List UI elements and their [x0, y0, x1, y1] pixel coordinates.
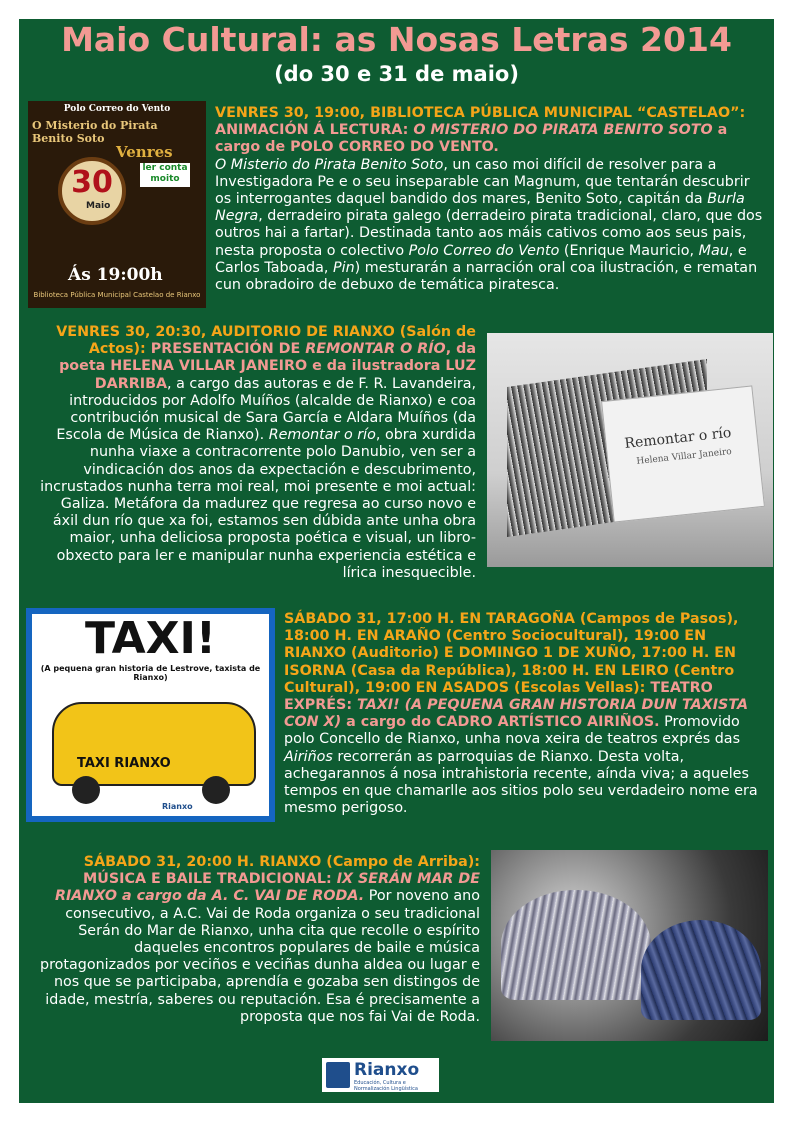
book-photo	[487, 333, 773, 567]
body-text: Por noveno ano consecutivo, a A.C. Vai de Roda organiza o seu tradicional Serán do Mar de Rianxo, unha cita que recolle o espírito daqueles encontros populares de baile e música protagonizados por veciños e veciñas dunha aldea ou lugar e nos que se participaba, aprendía e gozaba sen distingos de idade, mestría, saberes ou reputación. Esa é precisamente a proposta que nos fai Vai de Roda.	[40, 888, 480, 1025]
event-3-heading: SÁBADO 31, 17:00 H. EN TARAGOÑA (Campos de Pasos), 18:00 H. EN ARAÑO (Centro Sociocultural), 19:00 EN RIANXO (Auditorio) E DOMINGO 1 DE XUÑO, 17:00 H. EN ISORNA (Casa da República), 18:00 H. EN LEIRO (Centro Cultural), 19:00 EN ASADOS (Escolas Vellas):	[284, 611, 739, 696]
event-2-description	[39, 324, 476, 582]
taxi-wheel	[202, 776, 230, 804]
rianxo-logo	[322, 1058, 439, 1092]
dancer-skirt	[641, 920, 761, 1020]
event-3-company: a cargo do CADRO ARTÍSTICO AIRIÑOS.	[341, 714, 660, 731]
event-3-work: TAXI! (A PEQUENA GRAN HISTORIA DUN TAXISTA CON X)	[284, 697, 749, 731]
poster-footer: Biblioteca Pública Municipal Castelao de Rianxo	[33, 291, 201, 299]
event-1-description	[215, 157, 767, 295]
work-title: Burla Negra	[215, 191, 745, 225]
taxi-poster-subtitle: (A pequena gran historia de Lestrove, taxista de Rianxo)	[40, 664, 261, 682]
event-1-tail: a cargo de POLO CORREO DO VENTO.	[215, 122, 728, 156]
logo-name: Rianxo	[354, 1060, 420, 1080]
poster-month: Maio	[86, 201, 111, 211]
dancer-skirt	[501, 890, 651, 1000]
body-text: , un caso moi difícil de resolver para a Investigadora Pe e o seu inseparable can Magnum, que tentarán descubrir os interrogantes daquel bandido dos mares, Benito Soto, capitán da	[215, 156, 750, 208]
work-title: O Misterio do Pirata Benito Soto	[215, 156, 444, 173]
book-cover	[601, 385, 765, 522]
event-1-heading: VENRES 30, 19:00, BIBLIOTECA PÚBLICA MUNICIPAL “CASTELAO”:	[215, 105, 746, 121]
page-subtitle: (do 30 e 31 de maio)	[274, 62, 519, 86]
event-3-activity: TEATRO EXPRÉS:	[284, 679, 713, 714]
taxi-wheel	[72, 776, 100, 804]
event-4-activity: MÚSICA E BAILE TRADICIONAL:	[83, 871, 337, 888]
taxi-poster-title: TAXI!	[84, 613, 216, 664]
work-title: Pin	[332, 259, 355, 276]
work-title: Airiños	[284, 748, 333, 765]
event-3-text	[284, 611, 769, 817]
ler-logo: ler conta moito	[140, 163, 190, 187]
event-4-heading: SÁBADO 31, 20:00 H. RIANXO (Campo de Arriba):	[83, 854, 480, 870]
event-4-text	[39, 854, 480, 1026]
work-title: Remontar o río	[268, 427, 376, 444]
taxi-poster-image	[26, 608, 275, 822]
taxi-poster-panel	[32, 614, 269, 816]
event-2-work: REMONTAR O RÍO	[305, 341, 446, 358]
page-title: Maio Cultural: as Nosas Letras 2014	[61, 20, 732, 59]
taxi-car-illustration	[52, 702, 256, 786]
body-text: ) mesturarán a narración oral coa ilustración, e rematan cun obradoiro de debuxo de temática piratesca.	[215, 259, 758, 294]
poster-date-number: 30	[58, 157, 126, 225]
work-title: Polo Correo do Vento	[408, 242, 560, 259]
work-title: Mau	[698, 242, 729, 259]
event-4-description	[39, 854, 480, 1026]
body-text: , derradeiro pirata galego (derradeiro pirata tradicional, claro, que dos outros hai a fartar). Destinada tanto aos máis cativos como aos seus pais, nesta proposta o colectivo	[215, 208, 763, 259]
body-text: , a cargo das autoras e de F. R. Lavandeira, introducidos por Adolfo Muíños (alcalde de Rianxo) e coa contribución musical de Sara García e Aldara Muíños (da Escola de Música de Rianxo).	[56, 375, 476, 444]
event-2-text	[39, 324, 476, 582]
book-cover-author: Helena Villar Janeiro	[636, 446, 733, 467]
pirate-poster-image	[28, 101, 206, 308]
body-text: (Enrique Mauricio,	[559, 242, 699, 259]
page-sheet	[19, 19, 774, 1103]
poster-time: Ás 19:00h	[68, 265, 163, 285]
event-1-activity: ANIMACIÓN Á LECTURA:	[215, 122, 414, 139]
poster-header: Polo Correo do Vento	[63, 104, 171, 114]
event-1-work: O MISTERIO DO PIRATA BENITO SOTO	[413, 122, 713, 139]
taxi-car-label: TAXI RIANXO	[77, 756, 171, 771]
taxi-poster-logo: Rianxo	[162, 802, 193, 811]
body-text: , e Carlos Taboada,	[215, 242, 747, 276]
event-4-work: IX SERÁN MAR DE RIANXO a cargo da A. C. VAI DE RODA.	[54, 871, 480, 905]
logo-tagline: Educación, Cultura e Normalización Lingüística	[354, 1080, 418, 1092]
event-2-activity: PRESENTACIÓN DE	[150, 341, 306, 358]
dance-photo	[491, 850, 768, 1041]
event-1-text	[215, 105, 767, 294]
event-2-authors: , da poeta HELENA VILLAR JANEIRO e da ilustradora LUZ DARRIBA	[59, 341, 476, 392]
poster-day: Venres	[116, 143, 173, 161]
body-text: Promovido polo Concello de Rianxo, unha nova xeira de teatros exprés das	[284, 714, 741, 748]
body-text: , obra xurdida nunha viaxe a contracorrente polo Danubio, ven ser a vindicación dos anos da expectación e descubrimento, incrustados nunha terra moi real, moi presente e moi actual: Galiza. Metáfora da madurez que regresa ao curso novo e áxil dun río que xa foi, estamos sen dúbida ante unha obra maior, unha deliciosa proposta poética e visual, un libro-obxecto para ler e manipular nunha experiencia estética e lírica inesquecible.	[40, 427, 476, 581]
rianxo-crest-icon	[326, 1062, 350, 1088]
book-cover-title: Remontar o río	[623, 424, 733, 453]
body-text: recorrerán as parroquias de Rianxo. Desta volta, achegarannos á nosa intrahistoria recente, aínda viva; a aqueles tempos en que chamarlle aos sitios polo seu verdadeiro nome era mesmo perigoso.	[284, 748, 758, 817]
event-2-heading: VENRES 30, 20:30, AUDITORIO DE RIANXO (Salón de Actos):	[56, 324, 476, 358]
event-3-description	[284, 611, 769, 817]
poster-title: O Misterio do Pirata Benito Soto	[32, 119, 158, 145]
